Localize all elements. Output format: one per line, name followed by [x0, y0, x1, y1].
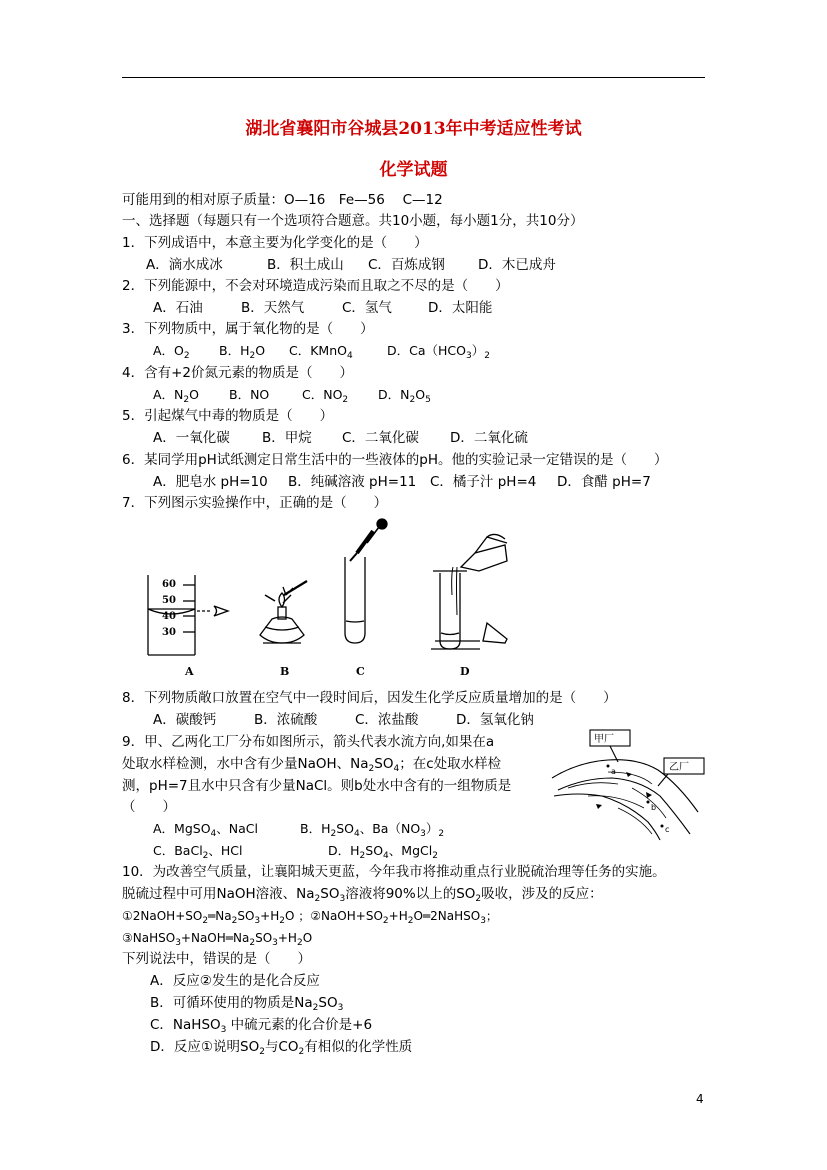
fig-label-a: A [185, 665, 194, 678]
q10-option-d: D．反应①说明$SO_2$与$CO_2$有相似的化学性质 [150, 1039, 413, 1057]
q2-option-a: A．石油 [153, 300, 203, 316]
q2-option-d: D．太阳能 [428, 300, 493, 316]
q6-option-d: D．食醋 pH=7 [557, 474, 651, 490]
question-1-stem: 1．下列成语中，本意主要为化学变化的是（ ） [122, 235, 428, 251]
tick-30: 30 [162, 627, 176, 638]
q2-option-c: C．氢气 [342, 300, 392, 316]
fig-label-d: D [460, 665, 470, 678]
fig-label-c: C [356, 665, 365, 678]
q5-option-b: B．甲烷 [262, 430, 312, 446]
q10-option-a: A．反应②发生的是化合反应 [150, 973, 320, 989]
q4-option-c: C．$NO_2$ [302, 387, 349, 405]
question-5-stem: 5．引起煤气中毒的物质是（ ） [122, 408, 334, 424]
question-6-stem: 6．某同学用pH试纸测定日常生活中的一些液体的pH。他的实验记录一定错误的是（ ） [122, 452, 668, 468]
question-3-stem: 3．下列物质中，属于氧化物的是（ ） [122, 321, 374, 337]
question-7-stem: 7．下列图示实验操作中，正确的是（ ） [122, 495, 388, 511]
header-rule [122, 77, 705, 78]
q7-figure [135, 515, 535, 680]
q1-option-c: C．百炼成钢 [368, 257, 445, 273]
q9-option-c: C．BaCl$_2$、HCl [153, 843, 243, 861]
atomic-masses: 可能用到的相对原子质量：O—16 Fe—56 C—12 [122, 192, 443, 208]
q9-river-map [548, 722, 708, 842]
q6-option-a: A．肥皂水 pH=10 [153, 474, 268, 490]
q3-option-b: B．$H_2O$ [219, 343, 266, 361]
question-3-options [153, 342, 490, 360]
q9-option-d: D．$H_2SO_4$、MgCl$_2$ [328, 843, 438, 861]
q3-option-d: D．$Ca(HCO_3)_2$ [387, 343, 490, 361]
question-5-options [153, 429, 528, 447]
question-6-options [153, 473, 651, 491]
question-10-line2: 脱硫过程中可用NaOH溶液、$Na_2SO_3$溶液将90%以上的$SO_2$吸收，涉及的反应： [122, 886, 603, 904]
q5-option-c: C．二氧化碳 [342, 430, 419, 446]
q9-option-a: A．MgSO$_4$、NaCl [153, 821, 258, 839]
question-9-options-cd [153, 842, 438, 860]
section-heading: 一、选择题（每题只有一个选项符合题意。共10小题，每小题1分，共10分） [122, 213, 584, 229]
fig-c-tube [345, 519, 387, 643]
question-2-stem: 2．下列能源中，不会对环境造成污染而且取之不尽的是（ ） [122, 278, 509, 294]
page-title: 湖北省襄阳市谷城县2013年中考适应性考试 [245, 119, 582, 139]
fig-d-pour [431, 534, 507, 649]
tick-40: 40 [162, 611, 176, 622]
fig-label-b: B [280, 665, 290, 678]
map-point-c: c [665, 825, 670, 834]
question-9-line3: 测，pH=7且水中只含有少量NaCl。则b处水中含有的一组物质是 [122, 778, 512, 794]
q6-option-b: B．纯碱溶液 pH=11 [288, 474, 417, 490]
q3-option-a: A．$O_2$ [153, 343, 190, 361]
q9-option-b: B．$H_2SO_4$、$Ba(NO_3)_2$ [300, 821, 445, 839]
tick-60: 60 [162, 579, 176, 590]
fig-a-cylinder [148, 575, 228, 655]
fig-b-lamp [260, 581, 307, 643]
q8-option-b: B．浓硫酸 [254, 712, 318, 728]
question-4-stem: 4．含有+2价氮元素的物质是（ ） [122, 365, 353, 381]
q1-option-d: D．木已成舟 [478, 257, 556, 273]
page-subtitle: 化学试题 [379, 160, 448, 180]
map-point-a: a [611, 767, 616, 776]
q4-option-a: A．$N_2O$ [153, 387, 199, 405]
q1-option-a: A．滴水成冰 [146, 257, 223, 273]
page-number: 4 [696, 1092, 704, 1106]
question-2-options [153, 299, 492, 317]
q3-option-c: C．KMnO$_4$ [289, 343, 353, 361]
q5-option-a: A．一氧化碳 [153, 430, 230, 446]
question-9-line2: 处取水样检测，水中含有少量NaOH、$Na_2SO_4$；在c处取水样检 [122, 756, 502, 774]
question-4-options [153, 386, 431, 404]
question-10-reactions-1-2: $①2NaOH+SO_2═Na_2SO_3+H_2O$ ；$②NaOH+SO_2+H_2O═2NaHSO_3$； [122, 909, 498, 926]
q4-option-d: D．$N_2O_5$ [378, 387, 431, 405]
q6-option-c: C．橘子汁 pH=4 [430, 474, 537, 490]
question-9-line4: （ ） [122, 799, 176, 815]
question-10-stem: 下列说法中，错误的是（ ） [122, 951, 311, 967]
q1-option-b: B．积土成山 [267, 257, 344, 273]
q8-option-c: C．浓盐酸 [355, 712, 419, 728]
question-8-stem: 8．下列物质敞口放置在空气中一段时间后，因发生化学反应质量增加的是（ ） [122, 690, 617, 706]
q4-option-b: B．NO [229, 387, 270, 402]
question-9-options-ab [153, 820, 444, 838]
q10-option-c: C．NaHSO$_3$ 中硫元素的化合价是+6 [150, 1017, 373, 1035]
map-label-jia: 甲厂 [594, 734, 614, 745]
question-10-line1: 10．为改善空气质量，让襄阳城天更蓝，今年我市将推动重点行业脱硫治理等任务的实施。 [122, 864, 666, 880]
question-1-options [146, 256, 556, 274]
map-point-b: b [651, 803, 657, 812]
q8-option-a: A．碳酸钙 [153, 712, 217, 728]
q2-option-b: B．天然气 [241, 300, 305, 316]
map-label-yi: 乙厂 [669, 762, 689, 773]
q10-option-b: B．可循环使用的物质是$Na_2SO_3$ [150, 995, 344, 1013]
question-9-line1: 9．甲、乙两化工厂分布如图所示，箭头代表水流方向,如果在a [122, 734, 495, 750]
tick-50: 50 [162, 595, 176, 606]
q5-option-d: D．二氧化硫 [450, 430, 528, 446]
question-8-options [153, 711, 534, 729]
question-10-reaction-3: $③NaHSO_3+NaOH═Na_2SO_3+H_2O$ [122, 931, 313, 948]
q8-option-d: D．氢氧化钠 [456, 712, 534, 728]
